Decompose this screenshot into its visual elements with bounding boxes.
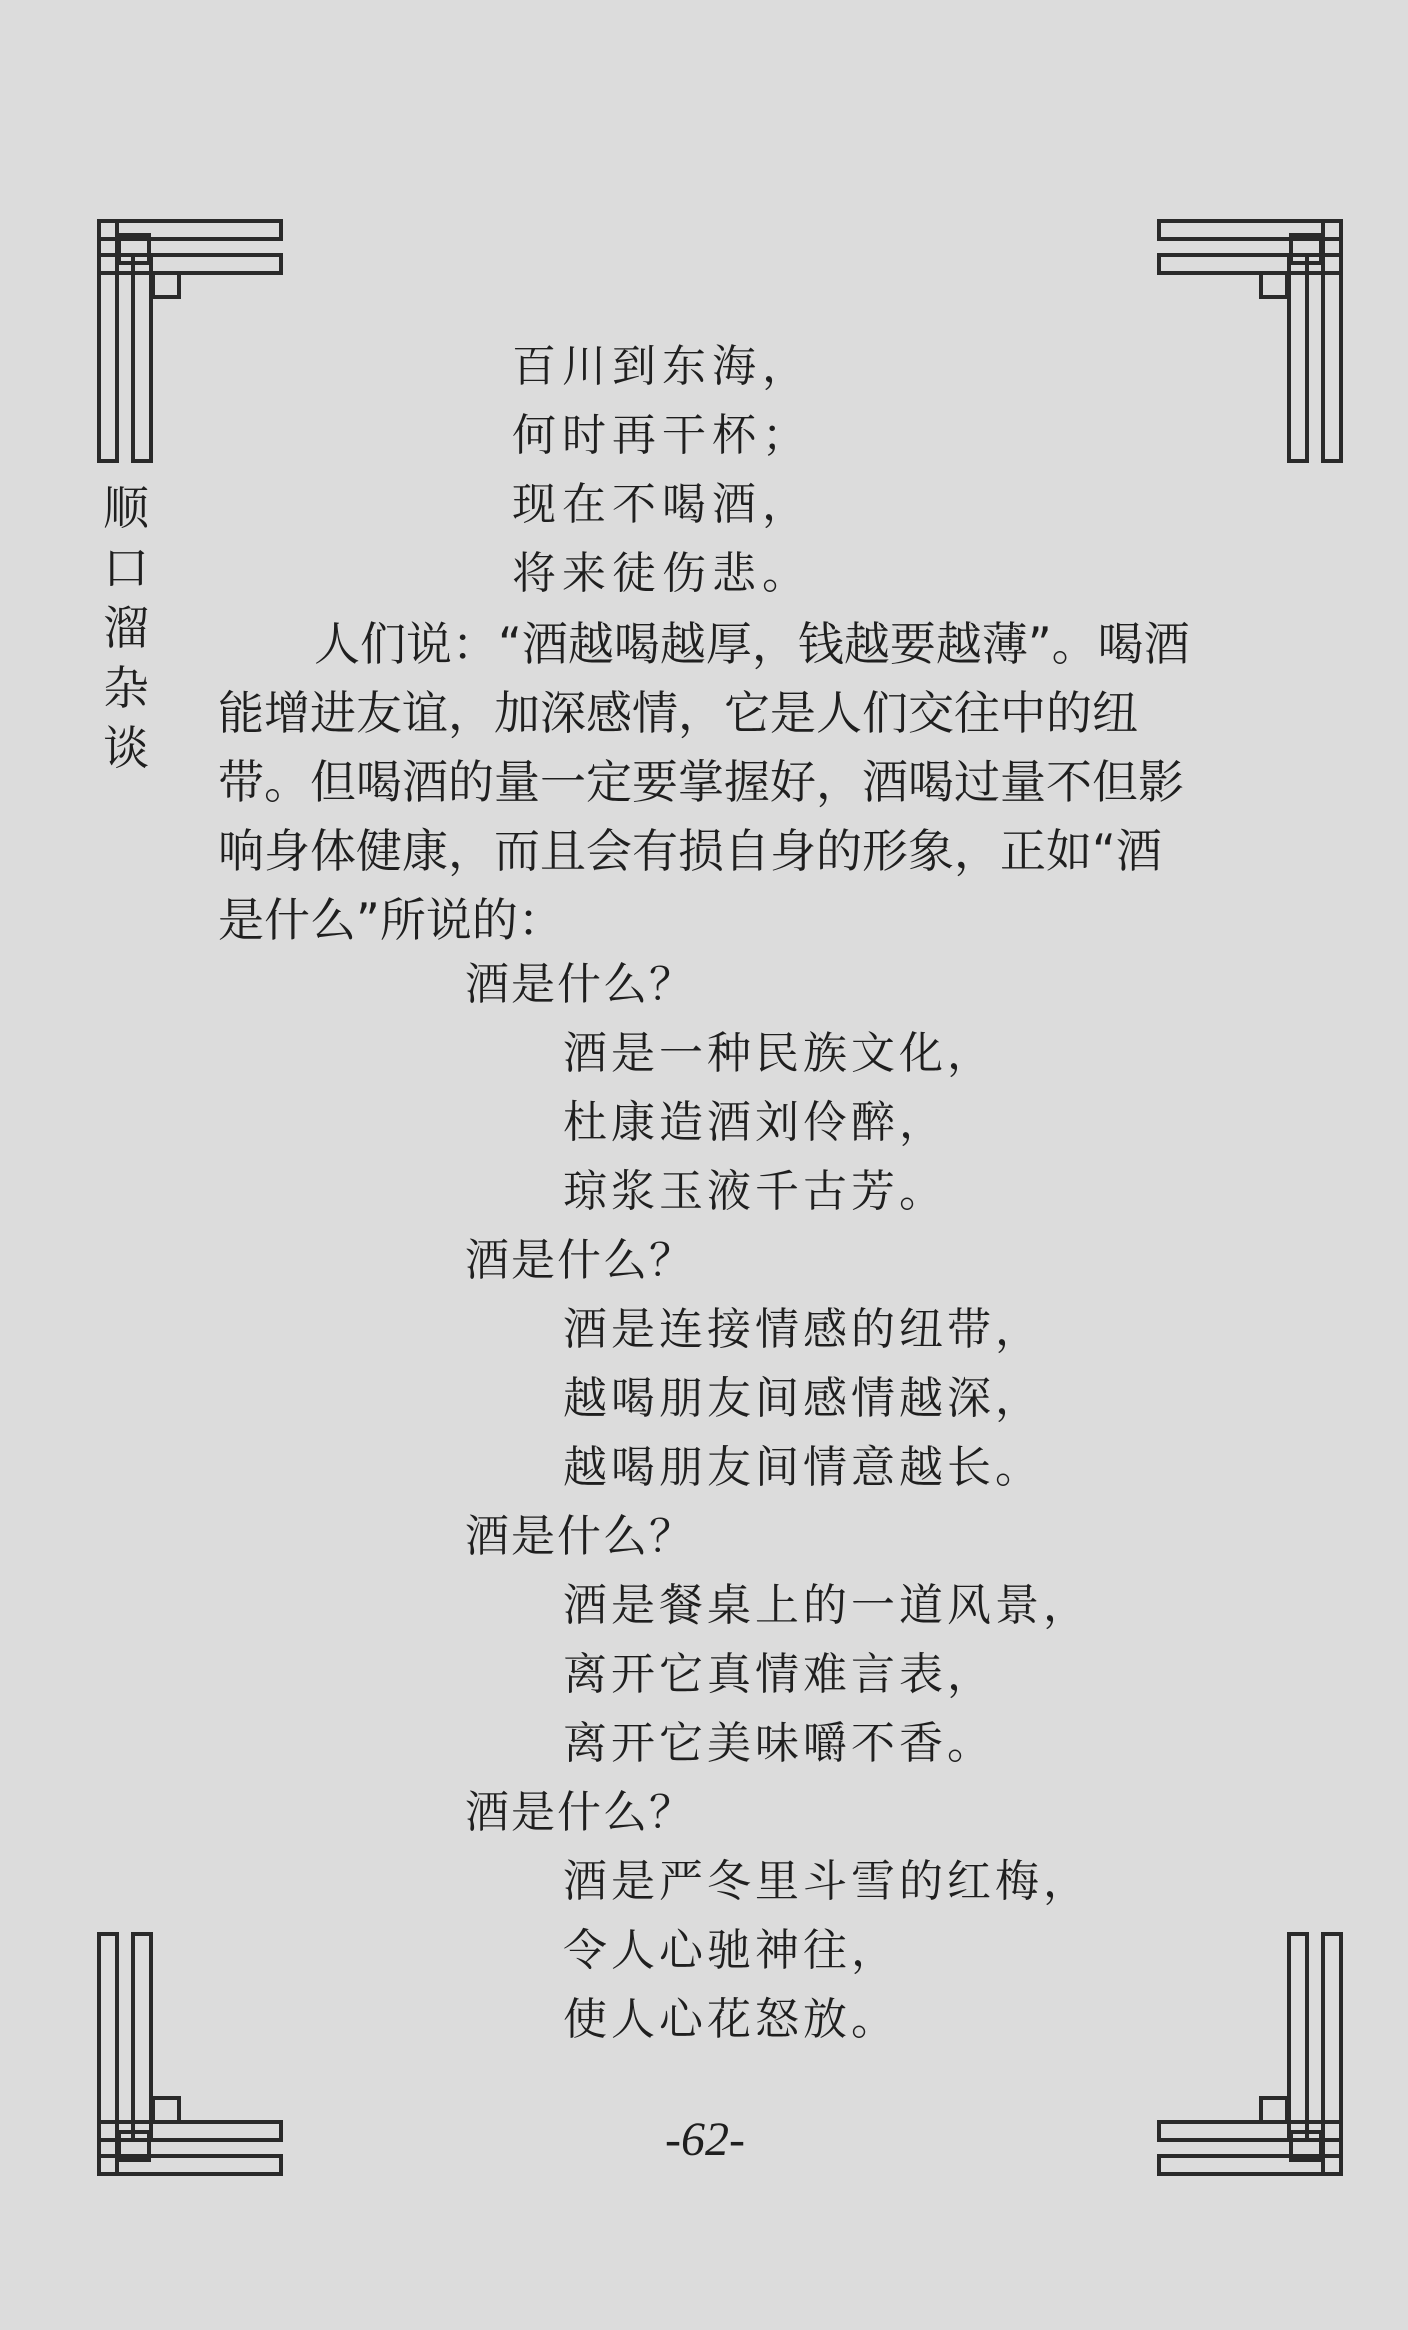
- stanza-line: 越喝朋友间情意越长。: [563, 1442, 1043, 1493]
- paragraph-line: 响身体健康，而且会有损自身的形象，正如“酒: [218, 824, 1162, 878]
- verse-line: 何时再干杯；: [512, 410, 812, 461]
- paragraph-line: 带。但喝酒的量一定要掌握好，酒喝过量不但影: [218, 755, 1184, 809]
- corner-ornament-top-left: [95, 215, 285, 465]
- corner-ornament-bottom-left: [95, 1930, 285, 2180]
- title-char: 口: [103, 541, 149, 595]
- stanza-line: 酒是严冬里斗雪的红梅，: [563, 1856, 1091, 1907]
- paragraph-line: 是什么”所说的：: [218, 893, 564, 947]
- stanza-line: 越喝朋友间感情越深，: [563, 1373, 1043, 1424]
- stanza-question: 酒是什么？: [465, 1511, 695, 1562]
- opening-verse: [512, 332, 812, 608]
- stanza-line: 酒是连接情感的纽带，: [563, 1304, 1043, 1355]
- verse-line: 百川到东海，: [512, 341, 812, 392]
- title-char: 谈: [103, 721, 149, 775]
- stanza-line: 杜康造酒刘伶醉，: [563, 1097, 947, 1148]
- title-char: 溜: [103, 601, 149, 655]
- verse-line: 将来徒伤悲。: [512, 548, 812, 599]
- stanza-line: 酒是一种民族文化，: [563, 1028, 995, 1079]
- title-char: 顺: [103, 481, 149, 535]
- corner-ornament-top-right: [1155, 215, 1345, 465]
- stanza-line: 离开它美味嚼不香。: [563, 1718, 995, 1769]
- page-number: -62-: [665, 2113, 745, 2166]
- paragraph-line: 人们说：“酒越喝越厚，钱越要越薄”。喝酒: [314, 617, 1190, 671]
- corner-ornament-bottom-right: [1155, 1930, 1345, 2180]
- running-title-vertical: [98, 478, 154, 778]
- paragraph-line: 能增进友谊，加深感情，它是人们交往中的纽: [218, 686, 1138, 740]
- stanza-line: 离开它真情难言表，: [563, 1649, 995, 1700]
- verse-line: 现在不喝酒，: [512, 479, 812, 530]
- stanza-line: 琼浆玉液千古芳。: [563, 1166, 947, 1217]
- stanza-line: 酒是餐桌上的一道风景，: [563, 1580, 1091, 1631]
- body-paragraph: [218, 610, 1226, 955]
- what-is-wine-verse: [465, 950, 1091, 2054]
- stanza-question: 酒是什么？: [465, 1787, 695, 1838]
- stanza-line: 使人心花怒放。: [563, 1994, 899, 2045]
- stanza-line: 令人心驰神往，: [563, 1925, 899, 1976]
- stanza-question: 酒是什么？: [465, 1235, 695, 1286]
- stanza-question: 酒是什么？: [465, 959, 695, 1010]
- title-char: 杂: [103, 661, 149, 715]
